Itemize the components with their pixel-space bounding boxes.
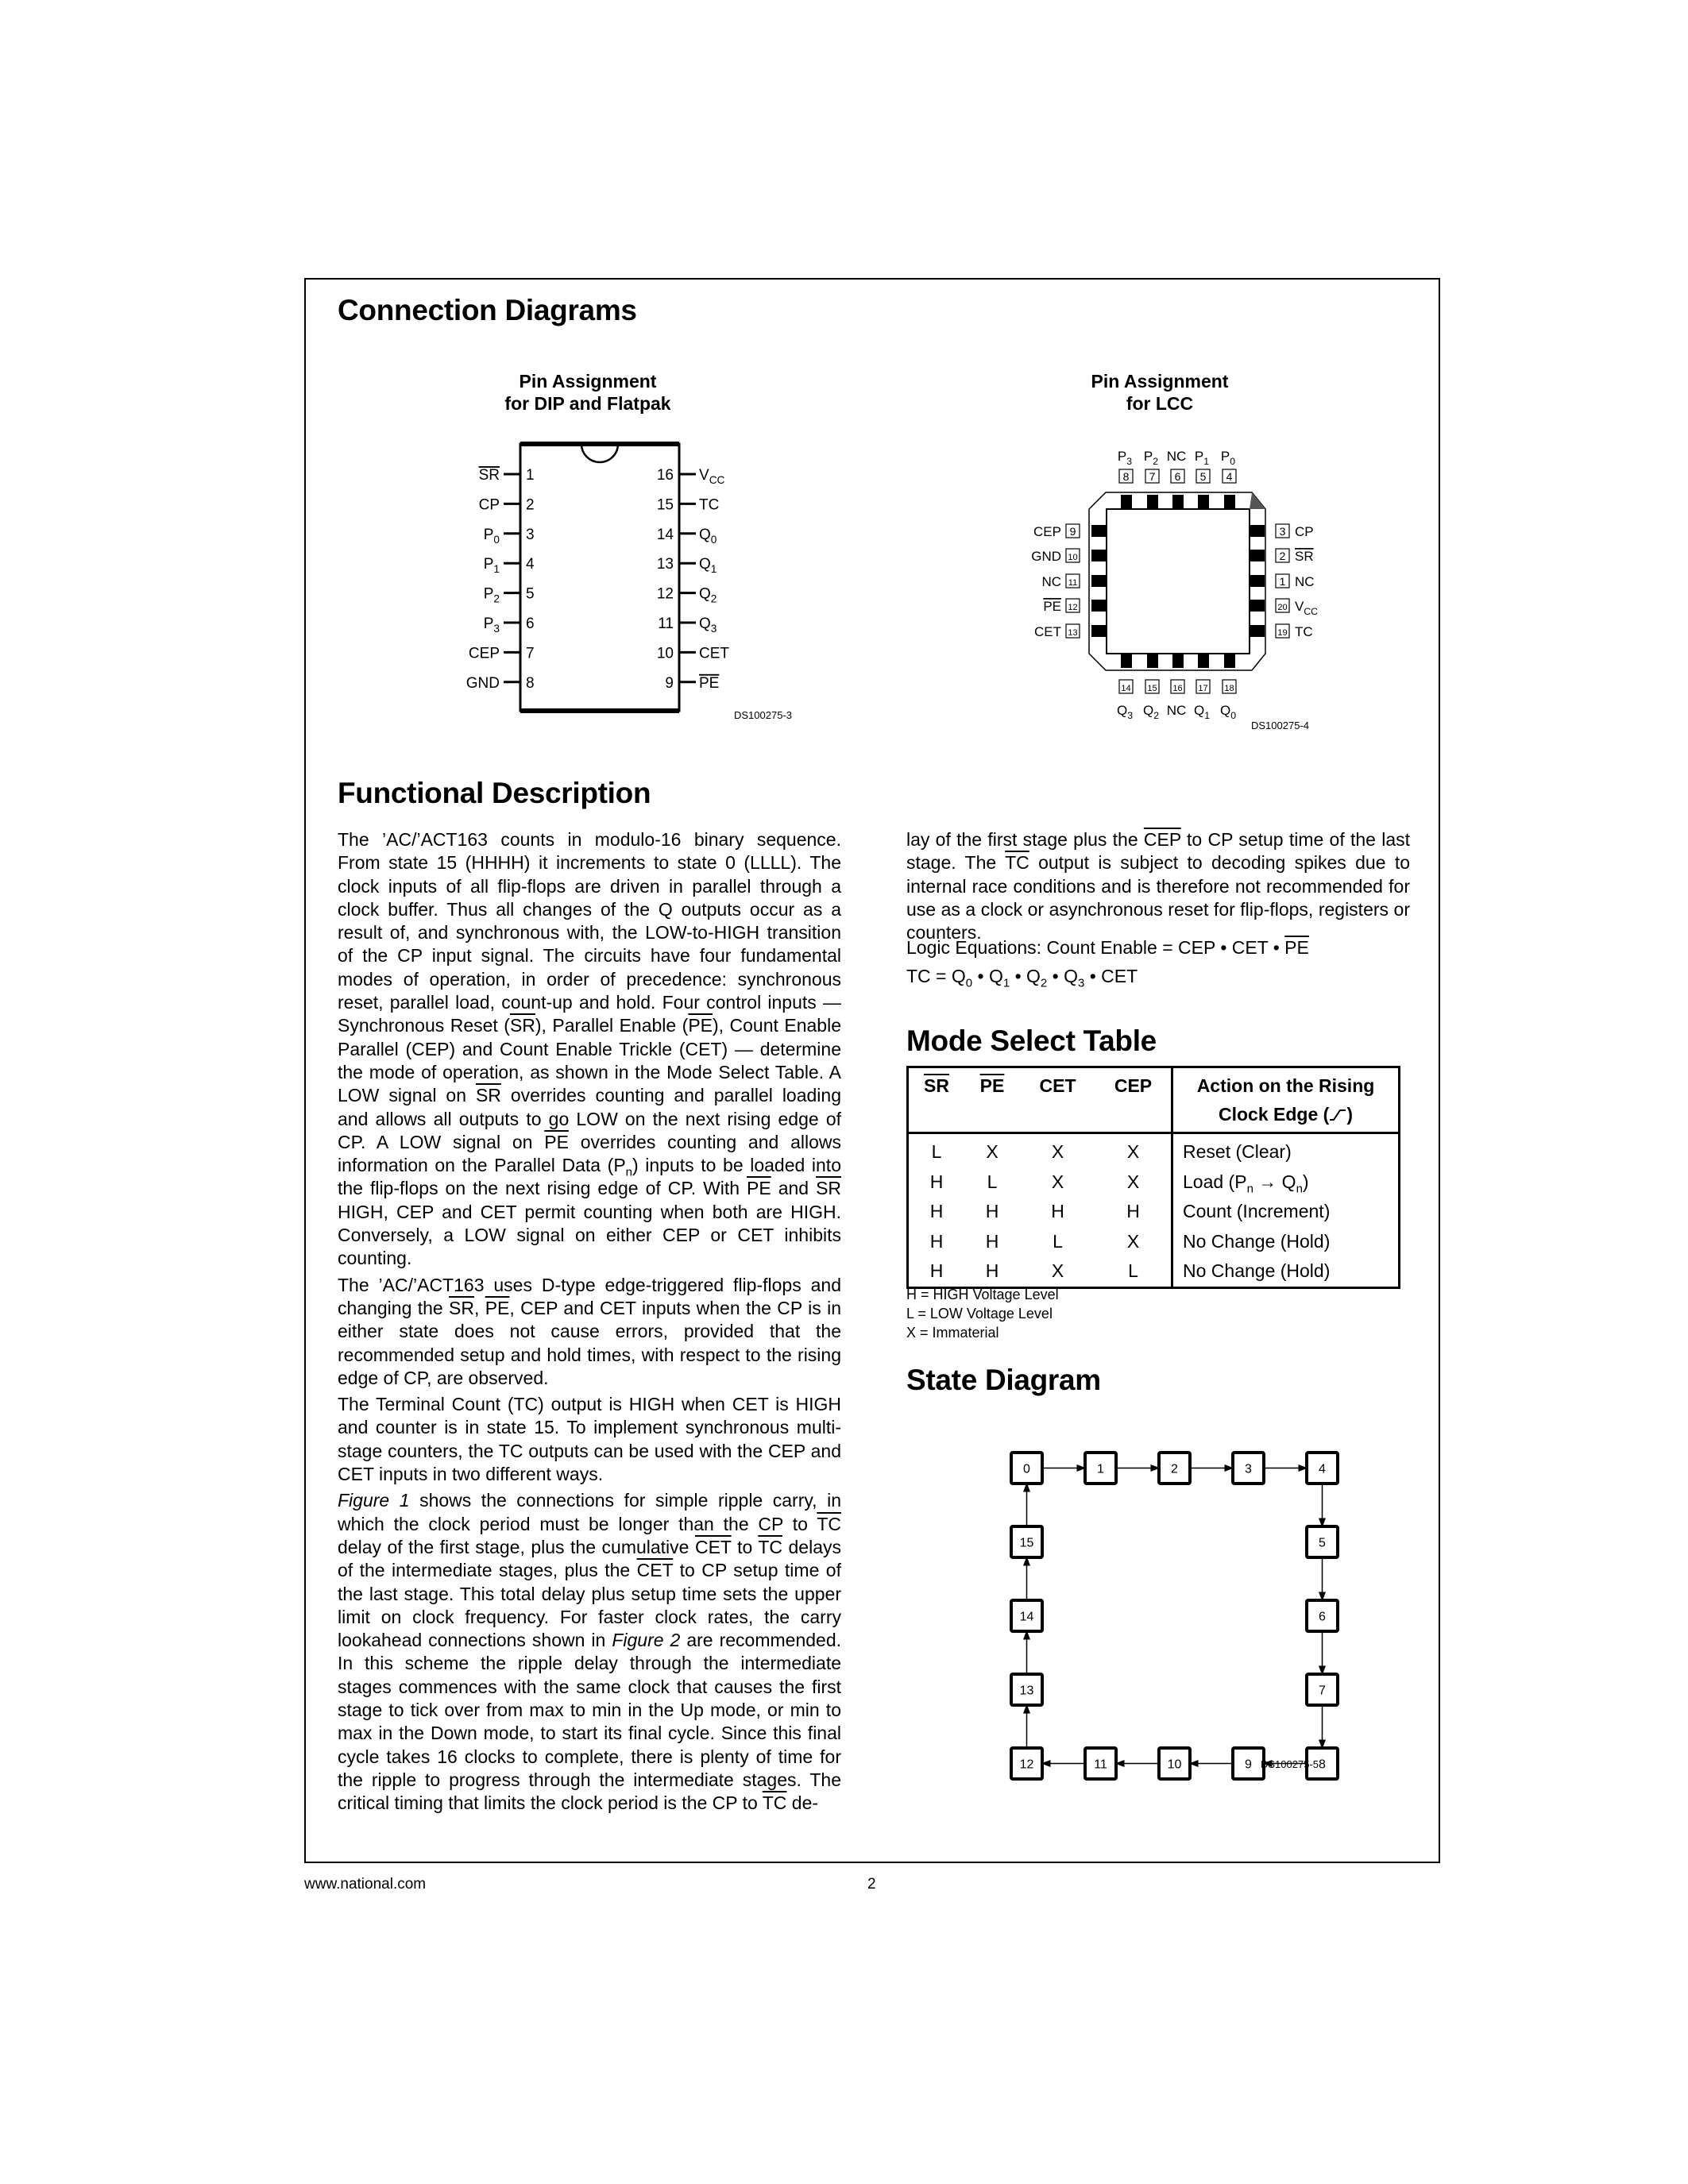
pin-label-text: CEP (1033, 524, 1061, 539)
state-label: 13 (1019, 1684, 1034, 1698)
text-run: lay of the first stage plus the (906, 829, 1144, 850)
paragraph (338, 1274, 841, 1390)
lcc-pin-number: 1 (1279, 575, 1286, 588)
table-cell: X (1126, 1171, 1140, 1192)
lcc-pin-number: 20 (1277, 603, 1288, 612)
table-cell: X (1126, 1141, 1140, 1162)
action-cell (1172, 1197, 1400, 1227)
subscript: 2 (1040, 976, 1048, 990)
table-cell: H (929, 1171, 944, 1192)
lcc-pin-number: 9 (1069, 525, 1076, 538)
dip-pin-number: 2 (526, 496, 535, 514)
pin-label-text: Q (1219, 703, 1231, 718)
heading-mode-select-table: Mode Select Table (906, 1024, 1157, 1057)
lcc-pin-label (1295, 574, 1315, 589)
dip-pin-number: 14 (656, 526, 674, 543)
lcc-ref: DS100275-4 (1251, 720, 1309, 731)
state-label: 5 (1319, 1536, 1326, 1550)
col-header-cep: CEP (1095, 1067, 1172, 1133)
pin-label-text: P (1143, 449, 1153, 464)
pin-label-text: PE (1043, 599, 1061, 614)
col-header-action (1172, 1067, 1400, 1133)
header-sr-label: $\overline{SR}$ (924, 1075, 949, 1096)
state-label: 2 (1171, 1462, 1178, 1476)
pin-label-subscript: 0 (710, 533, 717, 546)
pin-label-subscript: 1 (1204, 710, 1211, 721)
lcc-body (1107, 509, 1250, 654)
footer-url[interactable]: www.national.com (304, 1876, 427, 1893)
pin-label-text: TC (699, 496, 720, 514)
lcc-pad (1250, 600, 1265, 612)
overlined-signal: $\overline{PE}$ (688, 1015, 713, 1036)
overlined-signal: $\overline{SR}$ (475, 1085, 501, 1106)
lcc-pin-number: 7 (1149, 470, 1156, 483)
lcc-pin-label (1194, 703, 1210, 721)
text-run: No Change (Hold) (1183, 1260, 1331, 1281)
action-cell (1172, 1256, 1400, 1287)
dip-pin-label (469, 645, 500, 662)
text-run: • Q (972, 966, 1003, 986)
pin-label-subscript: 3 (1126, 456, 1133, 467)
pin-label-text: P (483, 556, 494, 573)
page-number: 2 (867, 1876, 876, 1893)
lcc-pad (1198, 654, 1209, 668)
lcc-pin-label (1118, 449, 1132, 467)
pin-label-text: GND (465, 674, 500, 692)
dip-pin-label (699, 586, 717, 605)
state-label: 0 (1023, 1462, 1030, 1476)
pin-label-subscript: 3 (1127, 710, 1134, 721)
pin-label-text: PE (699, 674, 720, 692)
text-run: to (731, 1536, 759, 1557)
lcc-pin-number: 17 (1198, 684, 1208, 693)
action-header-line2 (1173, 1100, 1398, 1129)
lcc-pad (1147, 495, 1158, 509)
lcc-pad (1121, 654, 1132, 668)
pin-label-text: CET (699, 645, 729, 662)
dip-pin-label (699, 615, 717, 635)
mode-table-notes (906, 1285, 1059, 1342)
pin-label-text: Q (699, 526, 711, 543)
overlined-signal: $\overline{TC}$ (762, 1792, 787, 1814)
lcc-pin-label (1167, 703, 1187, 718)
table-cell: H (929, 1201, 944, 1221)
table-cell: H (929, 1260, 944, 1281)
lcc-pad (1250, 525, 1265, 537)
lcc-pin-number: 18 (1224, 684, 1234, 693)
lcc-pin-label (1295, 524, 1314, 539)
lcc-pin-number: 8 (1122, 470, 1130, 483)
overlined-signal: $\overline{SR}$ (816, 1178, 842, 1199)
table-cell: X (1051, 1171, 1064, 1192)
state-label: 15 (1019, 1536, 1034, 1550)
pin-label-subscript: 3 (493, 623, 500, 635)
table-cell: X (1051, 1141, 1064, 1162)
dip-notch-icon (581, 444, 618, 462)
text-run: output is subject to decoding spikes due to internal race conditions and is therefore not recommended for use as a clock or asynchronous reset for flip-flops, registers or counters. (906, 852, 1410, 943)
lcc-pin-label (1117, 703, 1133, 721)
heading-state-diagram: State Diagram (906, 1364, 1101, 1396)
table-cell: L (1128, 1260, 1138, 1281)
rising-edge-icon (1329, 1108, 1346, 1122)
text-run: Load (P (1183, 1171, 1247, 1192)
text-run: and (771, 1178, 817, 1199)
overlined-signal: $\overline{SR}$ (449, 1297, 474, 1318)
table-cell: H (1126, 1201, 1140, 1221)
dip-pin-label (466, 675, 500, 692)
table-cell: H (929, 1230, 944, 1252)
lcc-pin-label (1144, 449, 1158, 467)
table-cell: L (987, 1171, 998, 1192)
dip-pin-label (699, 527, 717, 546)
table-cell: H (1051, 1201, 1064, 1221)
action-cell (1172, 1167, 1400, 1198)
lcc-pad (1198, 495, 1209, 509)
dip-pin-number: 8 (526, 674, 535, 692)
lcc-pin-label (1031, 549, 1061, 564)
dip-pin-label (479, 467, 500, 484)
lcc-pin-number: 10 (1068, 553, 1078, 562)
dip-pin-number: 11 (658, 615, 674, 632)
lcc-pin-number: 15 (1147, 684, 1157, 693)
lcc-pad (1224, 495, 1235, 509)
dip-pin-label (484, 615, 500, 635)
lcc-pad (1224, 654, 1235, 668)
table-cell: H (985, 1230, 999, 1252)
dip-pin-label (699, 556, 717, 575)
text-run: overrides counting and parallel loading and allows all outputs to go LOW on the next rising edge of CP. A LOW signal on (338, 1085, 841, 1152)
state-label: 8 (1319, 1758, 1326, 1772)
lcc-pad (1250, 550, 1265, 561)
state-label: 7 (1319, 1684, 1326, 1698)
subscript: n (625, 1165, 632, 1179)
state-label: 12 (1019, 1758, 1034, 1772)
table-cell: X (1051, 1260, 1064, 1281)
pin-label-text: CP (478, 496, 500, 514)
text-run: de- (786, 1792, 819, 1814)
lcc-pad (1091, 625, 1107, 637)
table-row (908, 1197, 1400, 1227)
text-run: Reset (Clear) (1183, 1141, 1292, 1162)
text-run: ), Count Enable Parallel (CEP) and Count Enable Trickle (CET) — determine the mode of operation, as shown in the Mode Select Table. A LOW signal on (338, 1015, 841, 1106)
functional-description-right-column (906, 828, 1410, 947)
lcc-pin-number: 3 (1279, 525, 1286, 538)
dip-title-line2: for DIP and Flatpak (504, 393, 671, 414)
dip-body (520, 444, 679, 711)
dip-pin-label (479, 496, 500, 513)
overlined-signal: $\overline{PE}$ (544, 1131, 569, 1152)
table-cell: H (985, 1201, 999, 1221)
lcc-pin-label (1295, 624, 1313, 639)
functional-description-left-column (338, 828, 841, 1818)
overlined-signal: $\overline{CEP}$ (1143, 829, 1181, 850)
pin-label-text: Q (699, 585, 711, 603)
pin-label-text: TC (1295, 624, 1313, 639)
pin-label-subscript: 1 (1203, 456, 1210, 467)
lcc-pin-label (1221, 449, 1235, 467)
table-cell: H (985, 1260, 999, 1281)
state-label: 3 (1245, 1462, 1252, 1476)
pin-label-text: NC (1041, 574, 1061, 589)
pin-label-text: CP (1295, 524, 1314, 539)
dip-pin-number: 12 (656, 585, 674, 603)
lcc-pin-label (1220, 703, 1236, 721)
lcc-pad (1091, 600, 1107, 612)
action-cell (1172, 1227, 1400, 1257)
text-run: • Q (1010, 966, 1041, 986)
state-label: 14 (1019, 1610, 1034, 1624)
figure-reference: Figure 1 (338, 1490, 410, 1511)
pin-label-subscript: 0 (493, 533, 500, 546)
text-run: • CET (1084, 966, 1138, 986)
pin-label-text: SR (478, 467, 500, 484)
figure-reference: Figure 2 (612, 1630, 681, 1651)
col-header-pe (964, 1067, 1020, 1133)
lcc-pin-number: 11 (1068, 578, 1078, 588)
overlined-signal: $\overline{PE}$ (1284, 937, 1309, 958)
action-header-text: Clock Edge ( (1219, 1104, 1330, 1125)
text-run: ) (1302, 1171, 1309, 1192)
lcc-title-line1: Pin Assignment (1091, 371, 1229, 392)
state-label: 6 (1319, 1610, 1326, 1624)
lcc-pad (1091, 550, 1107, 561)
col-header-cet: CET (1020, 1067, 1095, 1133)
dip-pin-number: 1 (526, 467, 535, 484)
pin-label-text: NC (1166, 449, 1187, 464)
dip-pin-number: 9 (665, 674, 674, 692)
action-header-close: ) (1346, 1104, 1353, 1125)
text-run: The ’AC/’ACT163 uses D-type edge-triggered flip-flops and changing the (338, 1274, 841, 1318)
logic-equation-tc (906, 966, 1138, 990)
dip-pin-label (699, 467, 725, 486)
state-label: 10 (1167, 1758, 1182, 1772)
pin-label-text: P (1117, 449, 1127, 464)
pin-label-subscript: 2 (1153, 456, 1159, 467)
pin-label-subscript: 1 (493, 563, 500, 576)
text-run: , (473, 1297, 485, 1318)
pin-label-text: P (1220, 449, 1230, 464)
pin-label-text: Q (699, 556, 711, 573)
dip-pin-number: 5 (526, 585, 535, 603)
text-run: • Q (1047, 966, 1078, 986)
note-low: L = LOW Voltage Level (906, 1306, 1053, 1322)
heading-connection-diagrams: Connection Diagrams (338, 294, 637, 326)
pin-label-text: CEP (468, 645, 500, 662)
lcc-pad (1147, 654, 1158, 668)
overlined-signal: $\overline{PE}$ (485, 1297, 510, 1318)
dip-pin-number: 4 (526, 556, 535, 573)
lcc-title-line2: for LCC (1126, 393, 1194, 414)
pin-label-subscript: CC (709, 474, 725, 486)
lcc-pad (1172, 495, 1184, 509)
table-header-row (908, 1067, 1400, 1133)
mode-select-table (906, 1066, 1400, 1289)
lcc-pad (1250, 625, 1265, 637)
text-run: → Q (1253, 1171, 1296, 1192)
lcc-pin-number: 12 (1068, 603, 1078, 612)
table-cell: X (986, 1141, 999, 1162)
pin-label-subscript: 2 (710, 592, 717, 605)
pin-label-text: NC (1295, 574, 1315, 589)
table-row (908, 1167, 1400, 1198)
paragraph (338, 1393, 841, 1486)
lcc-pin-number: 16 (1172, 684, 1183, 693)
lcc-pad (1121, 495, 1132, 509)
overlined-signal: $\overline{SR}$ (509, 1015, 535, 1036)
col-header-sr (908, 1067, 965, 1133)
overlined-signal: $\overline{CET}$ (694, 1536, 732, 1557)
text-run: Logic Equations: Count Enable = CEP • CET • (906, 937, 1285, 958)
state-label: 9 (1245, 1758, 1252, 1772)
table-cell: L (1053, 1230, 1063, 1252)
subscript: 0 (965, 976, 973, 990)
pin-label-subscript: 3 (710, 623, 717, 635)
pin-label-subscript: CC (1304, 606, 1319, 617)
pin-label-subscript: 0 (1230, 710, 1237, 721)
lcc-pad (1250, 575, 1265, 587)
table-cell: X (1126, 1230, 1140, 1252)
subscript: n (1296, 1182, 1303, 1196)
lcc-pad (1172, 654, 1184, 668)
table-row (908, 1256, 1400, 1287)
dip-pin-label (699, 675, 719, 692)
dip-pin-number: 16 (656, 467, 674, 484)
lcc-pin-number: 2 (1279, 550, 1286, 562)
overlined-signal: $\overline{PE}$ (747, 1178, 771, 1199)
pin-label-text: Q (1116, 703, 1128, 718)
note-immaterial: X = Immaterial (906, 1325, 999, 1341)
lcc-pin-number: 4 (1226, 470, 1233, 483)
dip-pin-number: 3 (526, 526, 535, 543)
lcc-index-corner (1250, 492, 1265, 509)
pin-label-text: SR (1295, 549, 1314, 564)
table-row (908, 1133, 1400, 1167)
action-cell (1172, 1133, 1400, 1167)
lcc-pin-number: 13 (1068, 628, 1078, 638)
dip-pin-number: 15 (656, 496, 674, 514)
pin-label-text: Q (1142, 703, 1154, 718)
pin-label-text: Q (699, 615, 711, 632)
dip-pin-label (484, 556, 500, 575)
pin-label-text: NC (1166, 703, 1187, 718)
text-run: are recommended. In this scheme the ripple delay through the intermediate stages commences with the same clock that causes the first stage to tick over from max to min in the Up mode, or min to max in the Down mode, to start its final cycle. Since this final cycle takes 16 clocks to complete, there is plenty of time for the ripple to progress through the intermediate stages. The critical timing that limits the clock period is the CP to (338, 1630, 841, 1814)
dip-package (466, 444, 792, 721)
text-run: overrides counting and allows information on the Parallel Data (P (338, 1131, 841, 1176)
dip-ref: DS100275-3 (734, 709, 792, 721)
dip-pin-number: 13 (656, 556, 674, 573)
lcc-pin-label (1041, 574, 1061, 589)
pin-label-subscript: 1 (710, 563, 717, 576)
dip-pin-label (484, 586, 500, 605)
paragraph (338, 828, 841, 1271)
dip-title-line1: Pin Assignment (519, 371, 657, 392)
text-run: No Change (Hold) (1183, 1230, 1331, 1252)
state-label: 4 (1319, 1462, 1326, 1476)
lcc-pin-number: 14 (1121, 684, 1131, 693)
subscript: 1 (1002, 976, 1010, 990)
text-run: to CP setup time of the last stage. This total delay plus setup time sets the upper limit on clock frequency. For faster clock rates, the carry lookahead connections shown in (338, 1560, 841, 1651)
pin-label-text: P (483, 526, 494, 543)
heading-functional-description: Functional Description (338, 777, 651, 809)
pin-label-text: GND (1031, 549, 1061, 564)
text-run: to CP setup time of the last stage. The (906, 829, 1411, 874)
state-label: 1 (1097, 1462, 1104, 1476)
lcc-pin-label (1043, 599, 1061, 614)
dip-pin-label (699, 645, 729, 662)
lcc-pin-number: 5 (1199, 470, 1207, 483)
pin-label-text: P (483, 615, 494, 632)
text-run: ), Parallel Enable ( (535, 1015, 689, 1036)
dip-pin-number: 7 (526, 645, 535, 662)
dip-pin-label (484, 527, 500, 546)
dip-pin-label (699, 496, 719, 513)
lcc-pin-label (1034, 624, 1061, 639)
lcc-pin-label (1167, 449, 1187, 464)
overlined-signal: $\overline{TC}$ (817, 1513, 841, 1534)
pin-label-subscript: 2 (1153, 710, 1160, 721)
pin-label-text: V (699, 467, 709, 484)
pin-label-text: CET (1034, 624, 1061, 639)
note-high: H = HIGH Voltage Level (906, 1287, 1059, 1302)
header-pe-label: $\overline{PE}$ (979, 1075, 1005, 1096)
pin-label-subscript: 2 (493, 592, 500, 605)
text-run: HIGH, CEP and CET permit counting when both are HIGH. Conversely, a LOW signal on either CEP or CET inhibits counting. (338, 1201, 841, 1269)
text-run: ) inputs to be loaded into the flip-flops on the next rising edge of CP. With (338, 1155, 841, 1199)
text-run: The ’AC/’ACT163 counts in modulo-16 binary sequence. From state 15 (HHHH) it increments to state 0 (LLLL). The clock inputs of all flip-flops are driven in parallel through a clock buffer. Thus all changes of the Q outputs occur as a result of, and synchronous with, the LOW-to-HIGH transition of the CP input signal. The circuits have four fundamental modes of operation, in order of precedence: synchronous reset, parallel load, count-up and hold. Four control inputs — Synchronous Reset ( (338, 829, 841, 1036)
lcc-pin-label (1195, 449, 1209, 467)
lcc-pad (1091, 575, 1107, 587)
overlined-signal: $\overline{CET}$ (636, 1560, 674, 1581)
pin-label-text: P (483, 585, 494, 603)
action-header-line1: Action on the Rising (1196, 1075, 1375, 1096)
lcc-pin-label (1033, 524, 1061, 539)
text-run: Count (Increment) (1183, 1201, 1331, 1221)
text-run: delay of the first stage, plus the cumulative (338, 1536, 695, 1557)
text-run: shows the connections for simple ripple carry, in which the clock period must be longer than the CP to (338, 1490, 841, 1534)
state-label: 11 (1094, 1758, 1107, 1772)
pin-label-text: V (1295, 599, 1304, 614)
table-cell: L (931, 1141, 942, 1162)
lcc-pin-label (1295, 599, 1318, 617)
paragraph (906, 828, 1410, 944)
pin-label-subscript: 0 (1230, 456, 1236, 467)
lcc-pin-label (1295, 549, 1314, 564)
lcc-pin-number: 19 (1277, 628, 1288, 638)
overlined-signal: $\overline{TC}$ (1005, 852, 1029, 874)
text-run: TC = Q (906, 966, 966, 986)
logic-equation-count-enable (906, 937, 1309, 959)
subscript: 3 (1078, 976, 1085, 990)
lcc-pad (1091, 525, 1107, 537)
text-run: , CEP and CET inputs when the CP is in either state does not cause errors, provided that the recommended setup and hold times, with respect to the rising edge of CP, are observed. (338, 1297, 842, 1388)
table-row (908, 1227, 1400, 1257)
subscript: n (1246, 1182, 1253, 1196)
state-diagram (1011, 1453, 1338, 1779)
text-run: delays of the intermediate stages, plus the (338, 1536, 842, 1581)
state-diagram-ref: DS100275-5 (1261, 1758, 1319, 1770)
dip-pin-number: 10 (656, 645, 674, 662)
text-run: The Terminal Count (TC) output is HIGH when CET is HIGH and counter is in state 15. To implement synchronous multi-stage counters, the TC outputs can be used with the CEP and CET inputs in two different ways. (338, 1394, 841, 1485)
lcc-pin-label (1143, 703, 1159, 721)
lcc-pin-number: 6 (1174, 470, 1181, 483)
paragraph (338, 1489, 841, 1815)
overlined-signal: $\overline{TC}$ (758, 1536, 783, 1557)
pin-label-text: P (1194, 449, 1204, 464)
pin-label-text: Q (1193, 703, 1205, 718)
dip-pin-number: 6 (526, 615, 535, 632)
lcc-package (1031, 449, 1318, 731)
